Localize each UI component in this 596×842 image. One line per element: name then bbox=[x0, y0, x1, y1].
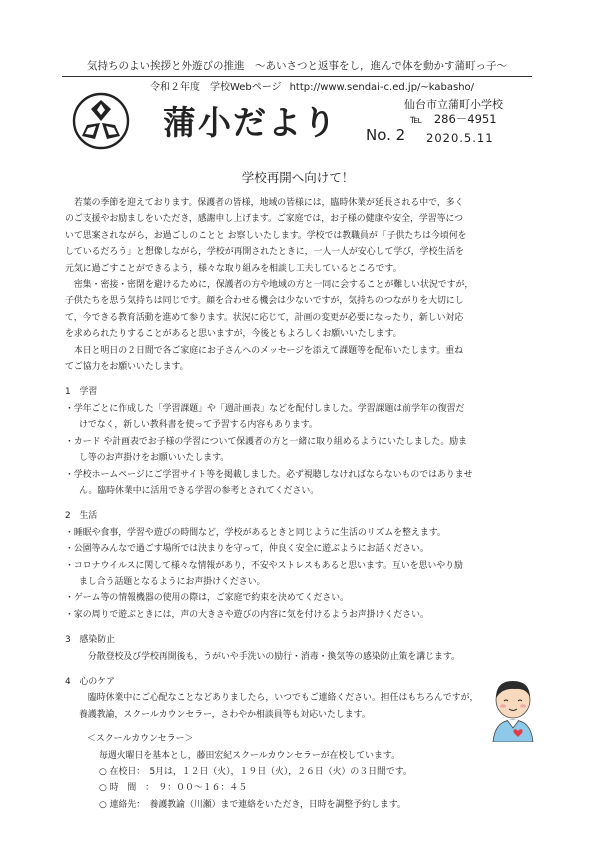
school-phone: ℡ 286－4951 bbox=[410, 112, 497, 126]
bullet-line: まし合う話題となるようにお声掛けください。 bbox=[79, 576, 266, 587]
issue-date: 2020.5.11 bbox=[426, 131, 494, 145]
bullet-line: けでなく，新しい教科書を使って予習する内容もあります。 bbox=[79, 420, 318, 431]
counselor-line: ○ 連絡先： 養護教諭（川瀬）まで連絡をいただき，日時を調整予約します。 bbox=[99, 799, 406, 810]
article-body bbox=[65, 195, 530, 813]
school-crest-icon bbox=[72, 92, 130, 150]
section-line: 養護教諭，スクールカウンセラー，さわやか相談員等も対応いたします。 bbox=[79, 709, 371, 720]
counselor-boy-illustration bbox=[485, 676, 541, 742]
section-line: 分散登校及び学校再開後も，うがいや手洗いの励行・消毒・換気等の感染防止策を講じます。 bbox=[79, 651, 460, 662]
bullet-line: ん。臨時休業中に活用できる学習の参考とされてください。 bbox=[79, 485, 320, 496]
section-heading: 4 心のケア bbox=[65, 676, 116, 687]
bullet-line: ・家の周りで遊ぶときには，声の大きさや遊びの内容に気を付けるようお声掛けください。 bbox=[65, 609, 429, 620]
intro-line: てご協力をお願いいたします。 bbox=[65, 362, 189, 373]
intro-line: を求められたりすることがあると思いますが，今後ともよろしくお願いいたします。 bbox=[65, 329, 402, 340]
bullet-line: ・公園等みんなで過ごす場所では決まりを守って，仲良く安全に遊ぶようにお話ください。 bbox=[65, 544, 429, 555]
bullet-line: ・コロナウイルスに関して様々な情報があり，不安やストレスもあると思います。互いを思いやり励 bbox=[65, 560, 463, 571]
counselor-line: ○ 在校日： 5月は，１２日（火），１９日（火），２６日（火）の３日間です。 bbox=[99, 767, 412, 777]
counselor-info bbox=[65, 731, 530, 813]
article-heading: 学校再開へ向けて！ bbox=[241, 170, 355, 185]
issue-number: No. 2 bbox=[366, 126, 406, 144]
section-line: 臨時休業中にご心配なことなどありましたら，いつでもご連絡ください。担任はもちろんですが， bbox=[79, 693, 479, 704]
bullet-line: ・学年ごとに作成した「学習課題」や「週計画表」などを配付しました。学習課題は前学年の復習だ bbox=[65, 403, 465, 414]
newsletter-title: 蒲小だより bbox=[163, 103, 338, 142]
intro-line: 子供たちを思う気持ちは同じです。顔を合わせる機会は少ないですが，気持ちのつながりを大切にし bbox=[65, 296, 464, 307]
web-info-line bbox=[112, 78, 512, 93]
bullet-line: ・睡眠や食事，学習や遊びの時間など，学校があるときと同じように生活のリズムを整えます。 bbox=[65, 527, 446, 538]
counselor-line: ○ 時 間 ： ９：００～１６：４５ bbox=[99, 783, 248, 794]
section-infection-prevention bbox=[65, 632, 530, 665]
section-heading: 2 生活 bbox=[65, 511, 98, 522]
intro-paragraphs bbox=[65, 195, 530, 375]
intro-line: のご支援やお励ましをいただき，感謝申し上げます。ご家庭では，お子様の健康や安全，学習等につ bbox=[65, 214, 464, 225]
school-url-link[interactable]: http://www.sendai-c.ed.jp/~kabasho/ bbox=[289, 82, 475, 93]
section-heading: 3 感染防止 bbox=[65, 635, 116, 646]
bullet-line: ・学校ホームページにご学習サイト等を掲載しました。必ず視聴しなければならないものではありませ bbox=[65, 469, 473, 480]
section-mental-care bbox=[65, 674, 530, 723]
counselor-title: ＜スクールカウンセラー＞ bbox=[87, 734, 194, 745]
bullet-line: し等のお声掛けをお願いいたします。 bbox=[79, 453, 230, 464]
school-motto: 気持ちのよい挨拶と外遊びの推進 ～あいさつと返事をし，進んで体を動かす蒲町っ子～ bbox=[62, 58, 532, 77]
intro-line: 本日と明日の２日間で各ご家庭にお子さんへのメッセージを添えて課題等を配布いたします。重ね bbox=[65, 345, 463, 356]
bullet-line: ・ゲーム等の情報機器の使用の際は，ご家庭で約束を決めてください。 bbox=[65, 593, 349, 604]
section-life bbox=[65, 508, 530, 623]
intro-line: いて思案されながら，お過ごしのことと お察しいたします。学校では教職員が「子供たちは今頃何を bbox=[65, 230, 467, 241]
year-label: 令和２年度 学校Webページ bbox=[149, 82, 282, 93]
bullet-line: ・カード や計画表でお子様の学習について保護者の方と一緒に取り組めるようにいたしました。励ま bbox=[65, 436, 468, 447]
intro-line: て，今できる教育活動を進めて参ります。状況に応じて，計画の変更が必要になったり，新しい対応 bbox=[65, 312, 464, 323]
section-study bbox=[65, 384, 530, 499]
intro-line: 若葉の季節を迎えております。保護者の皆様，地域の皆様には，臨時休業が延長される中で，多く bbox=[65, 198, 464, 208]
counselor-line: 毎週火曜日を基本とし，藤田宏紀スクールカウンセラーが在校しています。 bbox=[99, 750, 400, 761]
intro-line: 密集・密接・密閉を避けるために，保護者の方や地域の方と一同に会することが難しい状況ですが， bbox=[65, 280, 474, 291]
intro-line: 元気に過ごすことができるよう，様々な取り組みを相談し工夫しているところです。 bbox=[65, 263, 402, 274]
section-heading: 1 学習 bbox=[65, 387, 98, 398]
school-name: 仙台市立蒲町小学校 bbox=[404, 98, 503, 111]
intro-line: しているだろう」と想像しながら，学校が再開されたときに，一人一人が安心して学び，学校生活を bbox=[65, 247, 465, 258]
